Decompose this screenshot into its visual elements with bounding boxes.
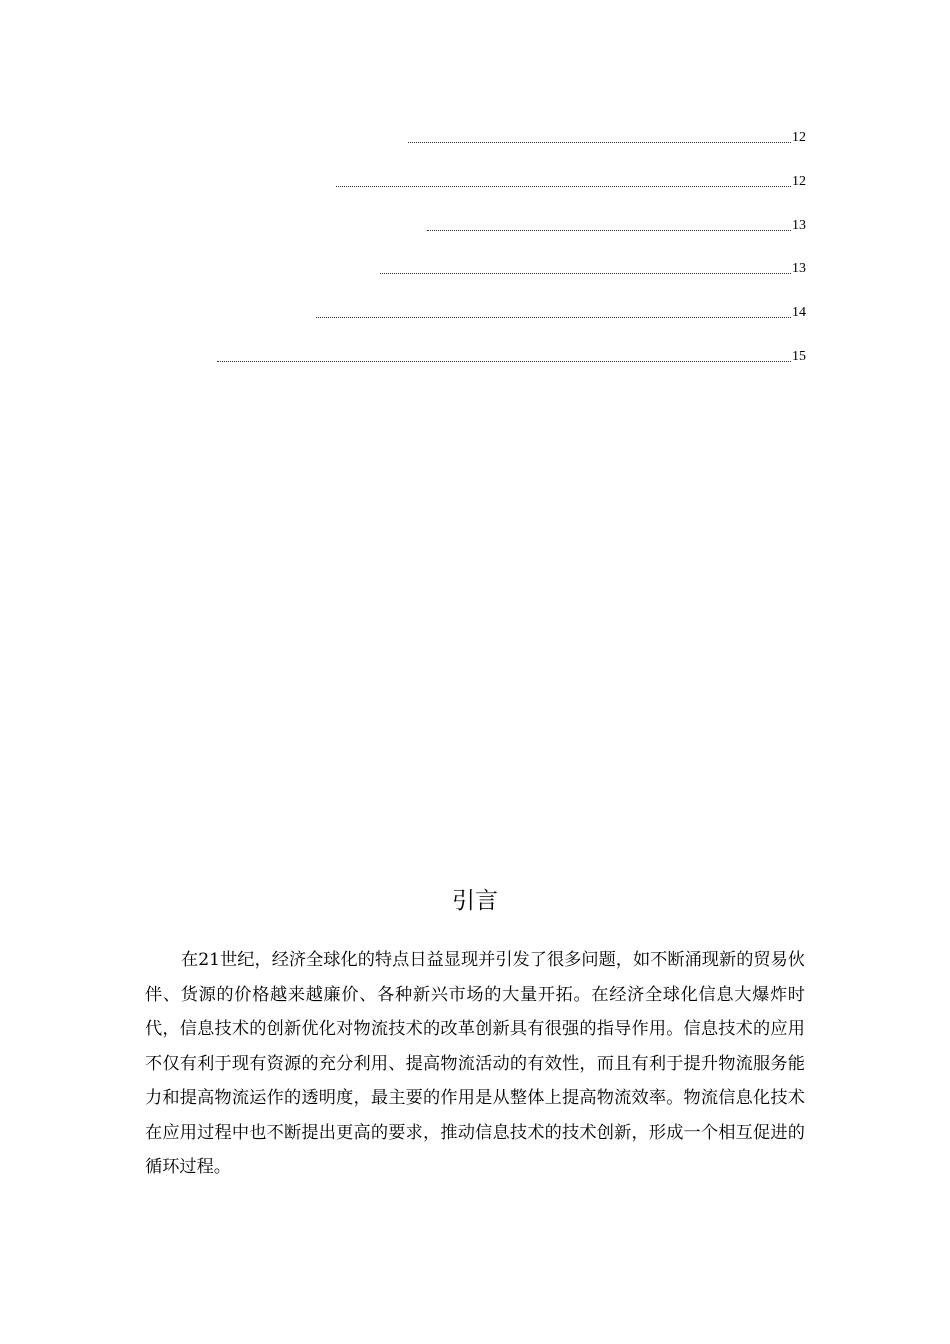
toc-leader-dots <box>408 142 791 143</box>
toc-leader-dots <box>316 317 791 318</box>
toc-leader-dots <box>217 361 791 362</box>
toc-page-number: 14 <box>792 305 806 320</box>
toc-entry[interactable] <box>427 216 806 236</box>
toc-entry[interactable] <box>217 347 806 367</box>
toc-page-number: 13 <box>792 261 806 276</box>
toc-entry[interactable] <box>408 128 806 148</box>
toc-leader-dots <box>336 186 791 187</box>
toc-page-number: 12 <box>792 174 806 189</box>
toc-entry[interactable] <box>380 259 806 279</box>
toc-leader-dots <box>427 230 791 231</box>
toc-entry[interactable] <box>316 303 806 323</box>
toc-page-number: 15 <box>792 349 806 364</box>
body-paragraph: 在21世纪，经济全球化的特点日益显现并引发了很多问题，如不断涌现新的贸易伙伴、货源的价格越来越廉价、各种新兴市场的大量开拓。在经济全球化信息大爆炸时代，信息技术的创新优化对物流技术的改革创新具有很强的指导作用。信息技术的应用不仅有利于现有资源的充分利用、提高物流活动的有效性，而且有利于提升物流服务能力和提高物流运作的透明度，最主要的作用是从整体上提高物流效率。物流信息化技术在应用过程中也不断提出更高的要求，推动信息技术的技术创新，形成一个相互促进的循环过程。 <box>145 950 805 1177</box>
toc-page-number: 13 <box>792 218 806 233</box>
toc-entry[interactable] <box>336 172 806 192</box>
toc-leader-dots <box>380 273 791 274</box>
toc-page-number: 12 <box>792 130 806 145</box>
section-heading: 引言 <box>452 888 498 914</box>
